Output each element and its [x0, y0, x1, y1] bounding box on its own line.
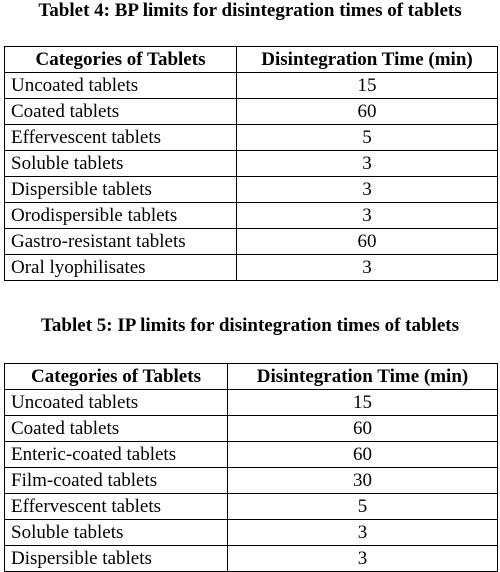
table-row — [5, 203, 498, 229]
time-cell: 60 — [237, 229, 498, 255]
time-cell: 5 — [237, 125, 498, 151]
time-cell: 15 — [237, 73, 498, 99]
table-header-row — [5, 364, 498, 390]
column-header-category: Categories of Tablets — [5, 364, 228, 390]
column-header-category: Categories of Tablets — [5, 47, 237, 73]
time-cell: 5 — [228, 494, 498, 520]
category-cell: Coated tablets — [5, 99, 237, 125]
time-cell: 15 — [228, 390, 498, 416]
table-row — [5, 151, 498, 177]
table-row — [5, 255, 498, 281]
category-cell: Uncoated tablets — [5, 390, 228, 416]
table-row — [5, 125, 498, 151]
time-cell: 3 — [237, 177, 498, 203]
table-row — [5, 494, 498, 520]
time-cell: 3 — [237, 255, 498, 281]
table-row — [5, 73, 498, 99]
category-cell: Uncoated tablets — [5, 73, 237, 99]
bp-disintegration-table — [4, 46, 498, 281]
table-5-caption: Tablet 5: IP limits for disintegration times of tablets — [41, 315, 459, 336]
category-cell: Gastro-resistant tablets — [5, 229, 237, 255]
table-row — [5, 520, 498, 546]
category-cell: Soluble tablets — [5, 151, 237, 177]
table-row — [5, 390, 498, 416]
time-cell: 3 — [237, 151, 498, 177]
table-row — [5, 177, 498, 203]
time-cell: 3 — [228, 546, 498, 572]
table-row — [5, 229, 498, 255]
table-header-row — [5, 47, 498, 73]
category-cell: Enteric-coated tablets — [5, 442, 228, 468]
category-cell: Orodispersible tablets — [5, 203, 237, 229]
time-cell: 3 — [237, 203, 498, 229]
category-cell: Effervescent tablets — [5, 125, 237, 151]
column-header-time: Disintegration Time (min) — [228, 364, 498, 390]
category-cell: Coated tablets — [5, 416, 228, 442]
table-row — [5, 468, 498, 494]
table-row — [5, 99, 498, 125]
time-cell: 60 — [237, 99, 498, 125]
table-row — [5, 442, 498, 468]
time-cell: 30 — [228, 468, 498, 494]
table-row — [5, 546, 498, 572]
column-header-time: Disintegration Time (min) — [237, 47, 498, 73]
category-cell: Dispersible tablets — [5, 177, 237, 203]
time-cell: 60 — [228, 442, 498, 468]
category-cell: Dispersible tablets — [5, 546, 228, 572]
time-cell: 3 — [228, 520, 498, 546]
ip-disintegration-table — [4, 363, 498, 572]
category-cell: Film-coated tablets — [5, 468, 228, 494]
table-row — [5, 416, 498, 442]
table-4-caption: Tablet 4: BP limits for disintegration times of tablets — [38, 0, 462, 21]
category-cell: Oral lyophilisates — [5, 255, 237, 281]
category-cell: Soluble tablets — [5, 520, 228, 546]
category-cell: Effervescent tablets — [5, 494, 228, 520]
time-cell: 60 — [228, 416, 498, 442]
